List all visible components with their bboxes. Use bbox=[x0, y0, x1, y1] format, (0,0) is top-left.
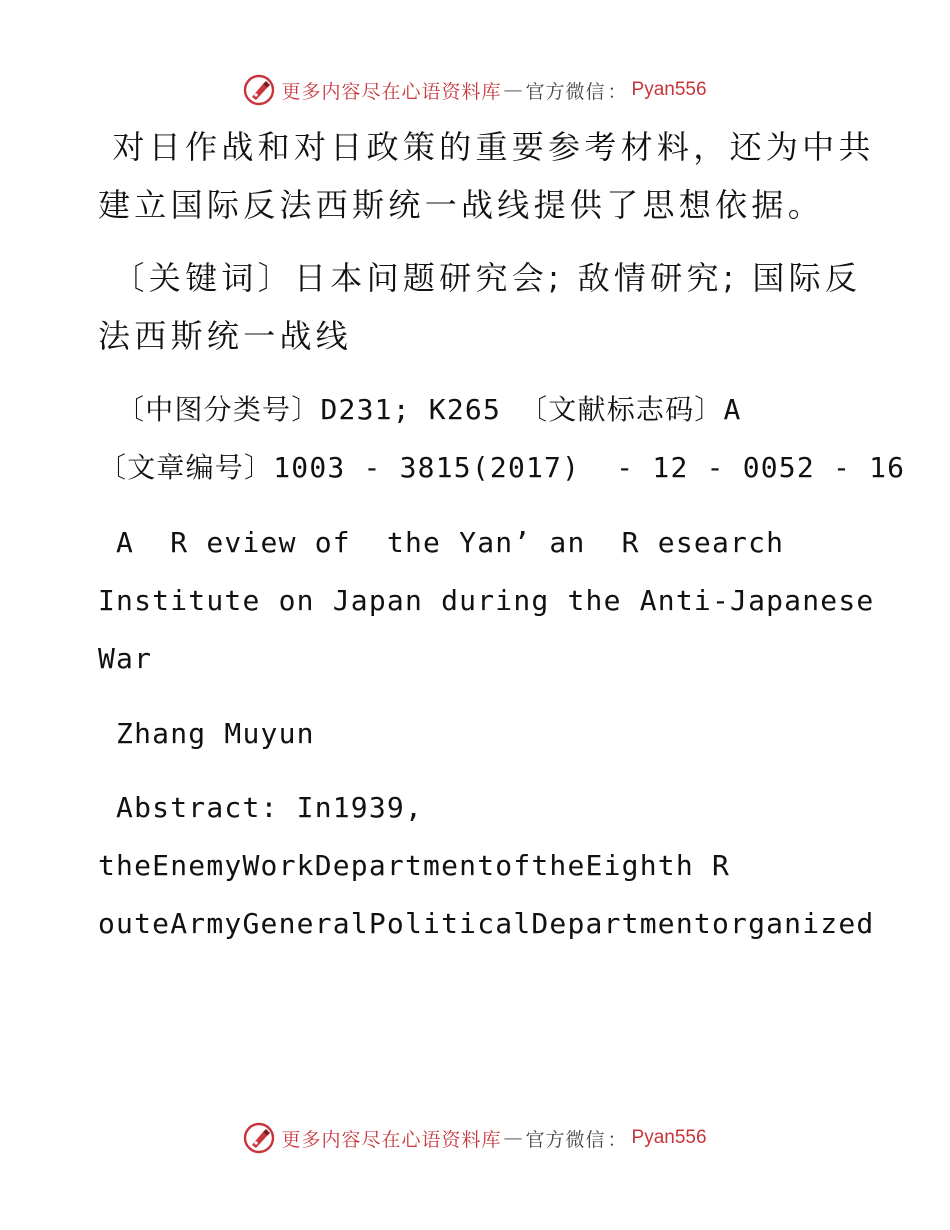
abstract-en-line-3: outeArmyGeneralPoliticalDepartmentorganized bbox=[98, 907, 875, 940]
english-title-line-1: A R eview of the Yan’ an R esearch bbox=[98, 526, 785, 559]
keywords-line-2: 法西斯统一战线 bbox=[98, 317, 353, 355]
watermark-wechat-id: Pyan556 bbox=[631, 79, 707, 100]
article-number-line: 〔文章编号〕1003 - 3815(2017) - 12 - 0052 - 16 bbox=[98, 451, 906, 484]
watermark-dash: — bbox=[503, 79, 524, 101]
watermark-wechat-id: Pyan556 bbox=[631, 1127, 707, 1148]
watermark-banner-bottom bbox=[0, 1120, 950, 1156]
author-name: Zhang Muyun bbox=[98, 717, 315, 750]
watermark-banner-top bbox=[0, 72, 950, 108]
english-title-line-3: War bbox=[98, 642, 153, 675]
watermark-text: 更多内容尽在心语资料库 bbox=[281, 1128, 502, 1151]
pen-nib-logo-icon bbox=[243, 74, 275, 106]
watermark-colon: ： bbox=[607, 1128, 628, 1151]
pen-nib-logo-icon bbox=[243, 1122, 275, 1154]
watermark-dash: — bbox=[503, 1127, 524, 1149]
watermark-wechat-label: 官方微信 bbox=[525, 1128, 606, 1151]
abstract-cn-line-1: 对日作战和对日政策的重要参考材料，还为中共 bbox=[98, 128, 875, 166]
abstract-en-line-2: theEnemyWorkDepartmentoftheEighth R bbox=[98, 849, 731, 882]
keywords-line-1: 〔关键词〕日本问题研究会; 敌情研究; 国际反 bbox=[98, 259, 862, 297]
watermark-wechat-label: 官方微信 bbox=[525, 80, 606, 103]
abstract-en-line-1: Abstract: In1939, bbox=[98, 791, 424, 824]
english-title-line-2: Institute on Japan during the Anti-Japanese bbox=[98, 584, 875, 617]
watermark-colon: ： bbox=[607, 80, 628, 103]
abstract-cn-line-2: 建立国际反法西斯统一战线提供了思想依据。 bbox=[98, 186, 825, 224]
classification-line: 〔中图分类号〕D231; K265 〔文献标志码〕A bbox=[98, 393, 742, 426]
watermark-text: 更多内容尽在心语资料库 bbox=[281, 80, 502, 103]
